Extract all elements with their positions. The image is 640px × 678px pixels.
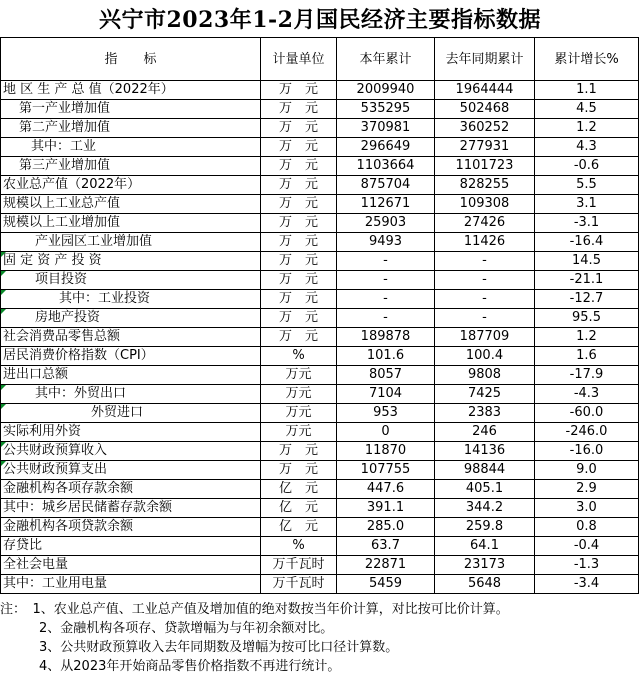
table-row	[1, 556, 639, 575]
unit-cell: 万 元	[261, 328, 337, 347]
current-value-cell: 5459	[337, 575, 435, 594]
growth-cell: 0.8	[535, 518, 639, 537]
indicator-cell: 固 定 资 产 投 资	[1, 252, 261, 271]
indicator-cell: 其中：工业用电量	[1, 575, 261, 594]
indicator-cell: 地 区 生 产 总 值（2022年）	[1, 81, 261, 100]
current-value-cell: 285.0	[337, 518, 435, 537]
growth-cell: -12.7	[535, 290, 639, 309]
previous-value-cell: 277931	[435, 138, 535, 157]
current-value-cell: 63.7	[337, 537, 435, 556]
unit-cell: 万 元	[261, 252, 337, 271]
growth-cell: -60.0	[535, 404, 639, 423]
indicator-cell: 项目投资	[1, 271, 261, 290]
growth-cell: -16.4	[535, 233, 639, 252]
unit-cell: 万 元	[261, 195, 337, 214]
table-row	[1, 423, 639, 442]
current-value-cell: 11870	[337, 442, 435, 461]
footnote: 4、从2023年开始商品零售价格指数不再进行统计。	[0, 659, 341, 674]
indicator-cell: 第一产业增加值	[1, 100, 261, 119]
table-body	[1, 81, 639, 594]
header-indicator: 指 标	[1, 38, 261, 81]
current-value-cell: 535295	[337, 100, 435, 119]
indicator-cell: 公共财政预算收入	[1, 442, 261, 461]
unit-cell: %	[261, 537, 337, 556]
table-row	[1, 442, 639, 461]
previous-value-cell: 259.8	[435, 518, 535, 537]
current-value-cell: 1103664	[337, 157, 435, 176]
unit-cell: 万 元	[261, 214, 337, 233]
current-value-cell: -	[337, 271, 435, 290]
current-value-cell: 107755	[337, 461, 435, 480]
current-value-cell: 112671	[337, 195, 435, 214]
previous-value-cell: -	[435, 309, 535, 328]
previous-value-cell: 7425	[435, 385, 535, 404]
unit-cell: 万 元	[261, 309, 337, 328]
indicator-cell: 全社会电量	[1, 556, 261, 575]
previous-value-cell: 344.2	[435, 499, 535, 518]
unit-cell: 万 元	[261, 119, 337, 138]
current-value-cell: 7104	[337, 385, 435, 404]
indicator-cell: 外贸进口	[1, 404, 261, 423]
unit-cell: 万元	[261, 366, 337, 385]
indicator-cell: 农业总产值（2022年）	[1, 176, 261, 195]
previous-value-cell: 9808	[435, 366, 535, 385]
table-row	[1, 138, 639, 157]
unit-cell: 万千瓦时	[261, 556, 337, 575]
current-value-cell: 953	[337, 404, 435, 423]
indicator-cell: 规模以上工业增加值	[1, 214, 261, 233]
indicator-cell: 第二产业增加值	[1, 119, 261, 138]
unit-cell: 万千瓦时	[261, 575, 337, 594]
previous-value-cell: 360252	[435, 119, 535, 138]
unit-cell: 万 元	[261, 290, 337, 309]
growth-cell: -3.1	[535, 214, 639, 233]
previous-value-cell: 64.1	[435, 537, 535, 556]
unit-cell: 万 元	[261, 138, 337, 157]
previous-value-cell: -	[435, 290, 535, 309]
indicator-cell: 产业园区工业增加值	[1, 233, 261, 252]
current-value-cell: 25903	[337, 214, 435, 233]
growth-cell: 95.5	[535, 309, 639, 328]
current-value-cell: 8057	[337, 366, 435, 385]
growth-cell: -4.3	[535, 385, 639, 404]
growth-cell: -1.3	[535, 556, 639, 575]
current-value-cell: 370981	[337, 119, 435, 138]
growth-cell: 1.2	[535, 119, 639, 138]
footnote: 3、公共财政预算收入去年同期数及增幅为按可比口径计算数。	[0, 640, 399, 655]
previous-value-cell: 23173	[435, 556, 535, 575]
table-row	[1, 214, 639, 233]
table-row	[1, 499, 639, 518]
table-row	[1, 81, 639, 100]
growth-cell: 1.6	[535, 347, 639, 366]
unit-cell: 万 元	[261, 442, 337, 461]
unit-cell: 万 元	[261, 233, 337, 252]
unit-cell: 万元	[261, 404, 337, 423]
previous-value-cell: 14136	[435, 442, 535, 461]
table-row	[1, 309, 639, 328]
header-growth: 累计增长%	[535, 38, 639, 81]
table-row	[1, 537, 639, 556]
current-value-cell: 447.6	[337, 480, 435, 499]
unit-cell: %	[261, 347, 337, 366]
previous-value-cell: 11426	[435, 233, 535, 252]
footnote: 注： 1、农业总产值、工业总产值及增加值的绝对数按当年价计算，对比按可比价计算。	[0, 602, 509, 617]
indicator-cell: 金融机构各项存款余额	[1, 480, 261, 499]
current-value-cell: 875704	[337, 176, 435, 195]
growth-cell: -17.9	[535, 366, 639, 385]
previous-value-cell: 100.4	[435, 347, 535, 366]
table-row	[1, 328, 639, 347]
growth-cell: 2.9	[535, 480, 639, 499]
previous-value-cell: 1101723	[435, 157, 535, 176]
growth-cell: -3.4	[535, 575, 639, 594]
previous-value-cell: 828255	[435, 176, 535, 195]
table-row	[1, 518, 639, 537]
previous-value-cell: 246	[435, 423, 535, 442]
indicator-cell: 居民消费价格指数（CPI）	[1, 347, 261, 366]
footnote: 2、金融机构各项存、贷款增幅为与年初余额对比。	[0, 621, 334, 636]
current-value-cell: 391.1	[337, 499, 435, 518]
table-row	[1, 461, 639, 480]
indicator-cell: 其中：工业	[1, 138, 261, 157]
unit-cell: 万 元	[261, 100, 337, 119]
table-row	[1, 233, 639, 252]
unit-cell: 万元	[261, 423, 337, 442]
growth-cell: 4.5	[535, 100, 639, 119]
growth-cell: -16.0	[535, 442, 639, 461]
current-value-cell: 189878	[337, 328, 435, 347]
unit-cell: 万 元	[261, 461, 337, 480]
table-row	[1, 100, 639, 119]
header-previous: 去年同期累计	[435, 38, 535, 81]
table-header-row	[1, 38, 639, 81]
current-value-cell: 101.6	[337, 347, 435, 366]
growth-cell: 1.1	[535, 81, 639, 100]
unit-cell: 万 元	[261, 271, 337, 290]
table-row	[1, 252, 639, 271]
previous-value-cell: 27426	[435, 214, 535, 233]
growth-cell: 14.5	[535, 252, 639, 271]
table-row	[1, 195, 639, 214]
unit-cell: 亿 元	[261, 518, 337, 537]
indicator-table	[0, 37, 639, 594]
current-value-cell: -	[337, 309, 435, 328]
unit-cell: 亿 元	[261, 480, 337, 499]
indicator-cell: 第三产业增加值	[1, 157, 261, 176]
growth-cell: 5.5	[535, 176, 639, 195]
header-unit: 计量单位	[261, 38, 337, 81]
table-row	[1, 404, 639, 423]
indicator-cell: 其中：外贸出口	[1, 385, 261, 404]
growth-cell: -0.4	[535, 537, 639, 556]
indicator-cell: 金融机构各项贷款余额	[1, 518, 261, 537]
previous-value-cell: 5648	[435, 575, 535, 594]
current-value-cell: 22871	[337, 556, 435, 575]
indicator-cell: 规模以上工业总产值	[1, 195, 261, 214]
table-row	[1, 271, 639, 290]
table-row	[1, 366, 639, 385]
growth-cell: -246.0	[535, 423, 639, 442]
table-row	[1, 480, 639, 499]
growth-cell: -0.6	[535, 157, 639, 176]
unit-cell: 亿 元	[261, 499, 337, 518]
table-row	[1, 575, 639, 594]
table-row	[1, 290, 639, 309]
indicator-cell: 进出口总额	[1, 366, 261, 385]
page-title: 兴宁市2023年1-2月国民经济主要指标数据	[99, 7, 541, 33]
indicator-cell: 公共财政预算支出	[1, 461, 261, 480]
current-value-cell: 2009940	[337, 81, 435, 100]
current-value-cell: 296649	[337, 138, 435, 157]
growth-cell: 9.0	[535, 461, 639, 480]
indicator-cell: 房地产投资	[1, 309, 261, 328]
indicator-cell: 其中：工业投资	[1, 290, 261, 309]
growth-cell: 3.0	[535, 499, 639, 518]
previous-value-cell: 2383	[435, 404, 535, 423]
footnotes	[0, 600, 640, 676]
indicator-cell: 社会消费品零售总额	[1, 328, 261, 347]
current-value-cell: 0	[337, 423, 435, 442]
unit-cell: 万 元	[261, 176, 337, 195]
growth-cell: -21.1	[535, 271, 639, 290]
indicator-cell: 实际利用外资	[1, 423, 261, 442]
unit-cell: 万 元	[261, 81, 337, 100]
current-value-cell: 9493	[337, 233, 435, 252]
previous-value-cell: 502468	[435, 100, 535, 119]
table-row	[1, 119, 639, 138]
table-row	[1, 347, 639, 366]
previous-value-cell: -	[435, 271, 535, 290]
previous-value-cell: 405.1	[435, 480, 535, 499]
previous-value-cell: 109308	[435, 195, 535, 214]
unit-cell: 万 元	[261, 157, 337, 176]
indicator-cell: 存贷比	[1, 537, 261, 556]
previous-value-cell: 98844	[435, 461, 535, 480]
growth-cell: 3.1	[535, 195, 639, 214]
table-row	[1, 385, 639, 404]
growth-cell: 1.2	[535, 328, 639, 347]
table-row	[1, 157, 639, 176]
table-row	[1, 176, 639, 195]
current-value-cell: -	[337, 252, 435, 271]
current-value-cell: -	[337, 290, 435, 309]
indicator-cell: 其中：城乡居民储蓄存款余额	[1, 499, 261, 518]
previous-value-cell: 187709	[435, 328, 535, 347]
previous-value-cell: 1964444	[435, 81, 535, 100]
previous-value-cell: -	[435, 252, 535, 271]
growth-cell: 4.3	[535, 138, 639, 157]
unit-cell: 万元	[261, 385, 337, 404]
header-current: 本年累计	[337, 38, 435, 81]
